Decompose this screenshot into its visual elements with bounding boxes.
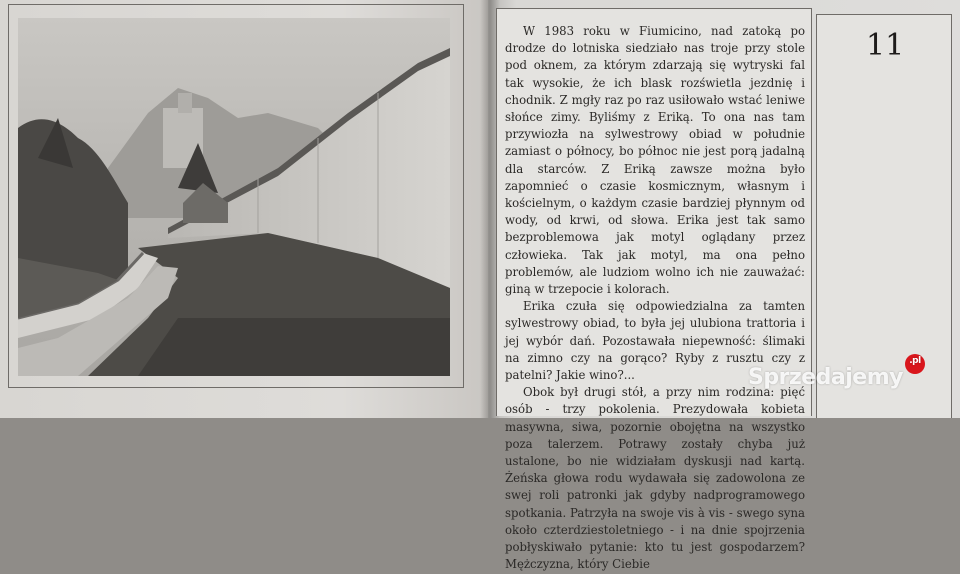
article-body [505, 23, 805, 574]
paragraph-1: W 1983 roku w Fiumicino, nad zatoką po drodze do lotniska siedziało nas troje przy stole pod oknem, za którym zdarzają się wytryski fal tak wysokie, że ich blask rozświetla jezdnię i chodnik. Z mgły raz po raz usiłowało wstać leniwe słońce zimy. Byliśmy z Eriką. To ona nas tam przywiozła na sylwestrowy obiad w południe zamiast o północy, bo północ nie jest porą jadalną dla starców. Z Eriką zawsze można było zapomnieć o czasie kosmicznym, własnym i kościelnym, o każdym czasie bardziej płynnym od wody, od krwi, od słowa. Erika jest tak samo bezproblemowa jak motyl oglądany przez człowieka. Tak jak motyl, ma ona pełno problemów, ale ludziom wolno ich nie zauważać: giną w trzepocie i kolorach. [505, 24, 805, 297]
text-frame [496, 8, 812, 572]
paragraph-3: Obok był drugi stół, a przy nim rodzina: pięć osób - trzy pokolenia. Prezydowała kobieta masywna, siwa, pozornie obojętna na wszystko poza talerzem. Potrawy zostały chyba już ustalone, bo nie widziałam dyskusji nad kartą. Żeńska głowa rodu wydawała się zadowolona ze swej roli patronki jak gdyby nadprogramowego spotkania. Patrzyła na swoje vis à vis - swego syna około czterdziestoletniego - i na dnie spojrzenia pobłyskiwało pytanie: kto tu jest gospodarzem? Mężczyzna, który Ciebie [505, 385, 805, 572]
watermark-text: Sprzedajemy [748, 365, 903, 390]
page-number: 11 [866, 28, 905, 63]
watermark-badge-text: .pl [909, 356, 921, 366]
page-number-box [816, 14, 952, 418]
paragraph-2: Erika czuła się odpowiedzialna za tamten sylwestrowy obiad, to była jej ulubiona trattoria i jej wybór dań. Pozostawała niepewność: ślimaki na zimno czy na gorąco? Ryby z rusztu czy z patelni? Jakie wino?... [505, 299, 805, 383]
watermark-badge-icon [905, 354, 925, 374]
black-white-photograph [18, 18, 450, 376]
photo-illustration [18, 18, 450, 376]
watermark-logo [748, 356, 925, 390]
